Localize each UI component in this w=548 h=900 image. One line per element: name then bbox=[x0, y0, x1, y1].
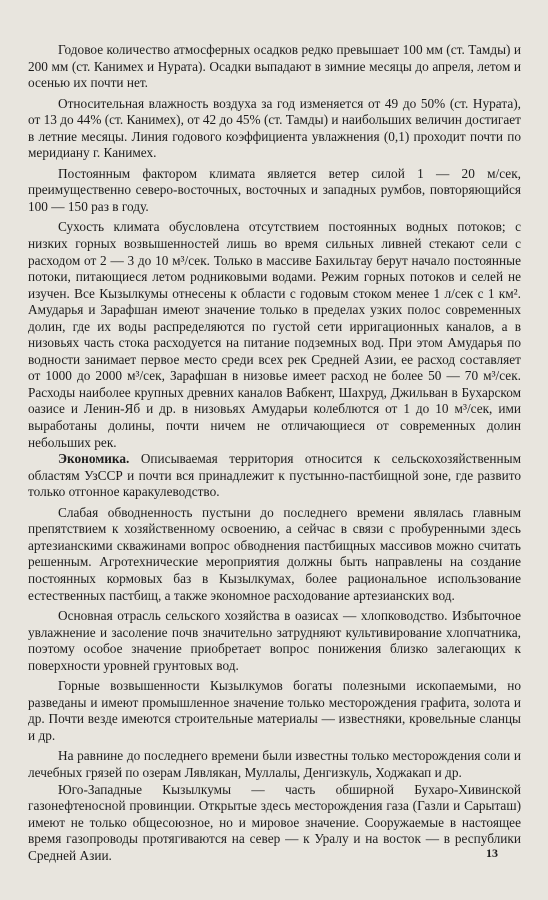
paragraph-precipitation: Годовое количество атмосферных осадков редко превышает 100 мм (ст. Тамды) и 200 мм (ст. Канимех и Нурата). Осадки выпадают в зимние месяцы до апреля, летом и осенью их почти нет. bbox=[28, 42, 521, 91]
paragraph-economy bbox=[28, 451, 521, 501]
page-text bbox=[28, 42, 521, 868]
paragraph-cotton: Основная отрасль сельского хозяйства в оазисах — хлопководство. Избыточное увлажнение и засоление почв значительно затрудняют культивирование хлопчатника, поэтому особое значение приобретает вопрос понижения близко залегающих к поверхности уровней грунтовых вод. bbox=[28, 608, 521, 673]
paragraph-water-supply: Слабая обводненность пустыни до последнего времени являлась главным препятствием к хозяйственному освоению, а сейчас в связи с пробуренными здесь артезианскими скважинами вопрос обводнения пастбищных массивов можно считать решенным. Агротехнические мероприятия должны быть направлены на создание постоянных кормовых баз в Кызылкумах, более рациональное использование естественных пастбищ, а также экономное расходование артезианских вод. bbox=[28, 504, 521, 603]
paragraph-wind: Постоянным фактором климата является ветер силой 1 — 20 м/сек, преимущественно северо-восточных, восточных и западных румбов, повторяющийся 100 — 150 раз в году. bbox=[28, 165, 521, 214]
page-number: 13 bbox=[486, 846, 498, 860]
paragraph-minerals: Горные возвышенности Кызылкумов богаты полезными ископаемыми, но разведаны и имеют промышленное значение только месторождения графита, золота и др. Почти везде имеются строительные материалы — известняки, кровельные сланцы и др. bbox=[28, 678, 521, 743]
paragraph-gas: Юго-Западные Кызылкумы — часть обширной Бухаро-Хивинской газонефтеносной провинции. Открытые здесь месторождения газа (Газли и Сарыташ) имеют не только общесоюзное, но и мировое значение. Сооружаемые в настоящее время газопроводы протягиваются на север — к Уралу и на восток — в республики Средней Азии. bbox=[28, 781, 521, 863]
paragraph-water: Сухость климата обусловлена отсутствием постоянных водных потоков; с низких горных возвышенностей лишь во время сильных ливней стекают сели с расходом от 2 — 3 до 10 м³/сек. Только в массиве Бахильтау берут начало постоянные потоки, питающиеся летом родниковыми водами. Режим горных потоков и селей не изучен. Все Кызылкумы отнесены к области с годовым стоком менее 1 л/сек с 1 км². Амударья и Зарафшан имеют значение только в пределах узких полос современных долин, где их воды распределяются по густой сети ирригационных каналов, а в низовьях часть стока расходуется на питание подземных вод. При этом Амударья по водности занимает первое место среди всех рек Средней Азии, ее расход составляет от 1000 до 2000 м³/сек, Зарафшан в низовье имеет расход не более 50 — 70 м³/сек. Расходы наиболее крупных древних каналов Вабкент, Шахруд, Джильван в Бухарском оазисе и Ленин-Яб и др. в низовьях Амударьи колеблются от 1 до 10 м³/сек, ими выработаны долины, почти ничем не отличающиеся от современных долин небольших рек. bbox=[28, 219, 521, 450]
economy-heading: Экономика. bbox=[58, 451, 130, 467]
economy-text: Описываемая территория относится к сельскохозяйственным областям УзССР и почти вся принадлежит к пустынно-пастбищной зоне, где развито только отгонное каракулеводство. bbox=[28, 451, 521, 500]
paragraph-salt: На равнине до последнего времени были известны только месторождения соли и лечебных грязей по озерам Лявлякан, Муллалы, Денгизкуль, Ходжакап и др. bbox=[28, 748, 521, 780]
paragraph-humidity: Относительная влажность воздуха за год изменяется от 49 до 50% (ст. Нурата), от 13 до 44% (ст. Канимех), от 42 до 45% (ст. Тамды) и наибольших величин достигает в летние месяцы. Линия годового коэффициента увлажнения (0,1) проходит почти по меридиану г. Канимех. bbox=[28, 95, 521, 161]
